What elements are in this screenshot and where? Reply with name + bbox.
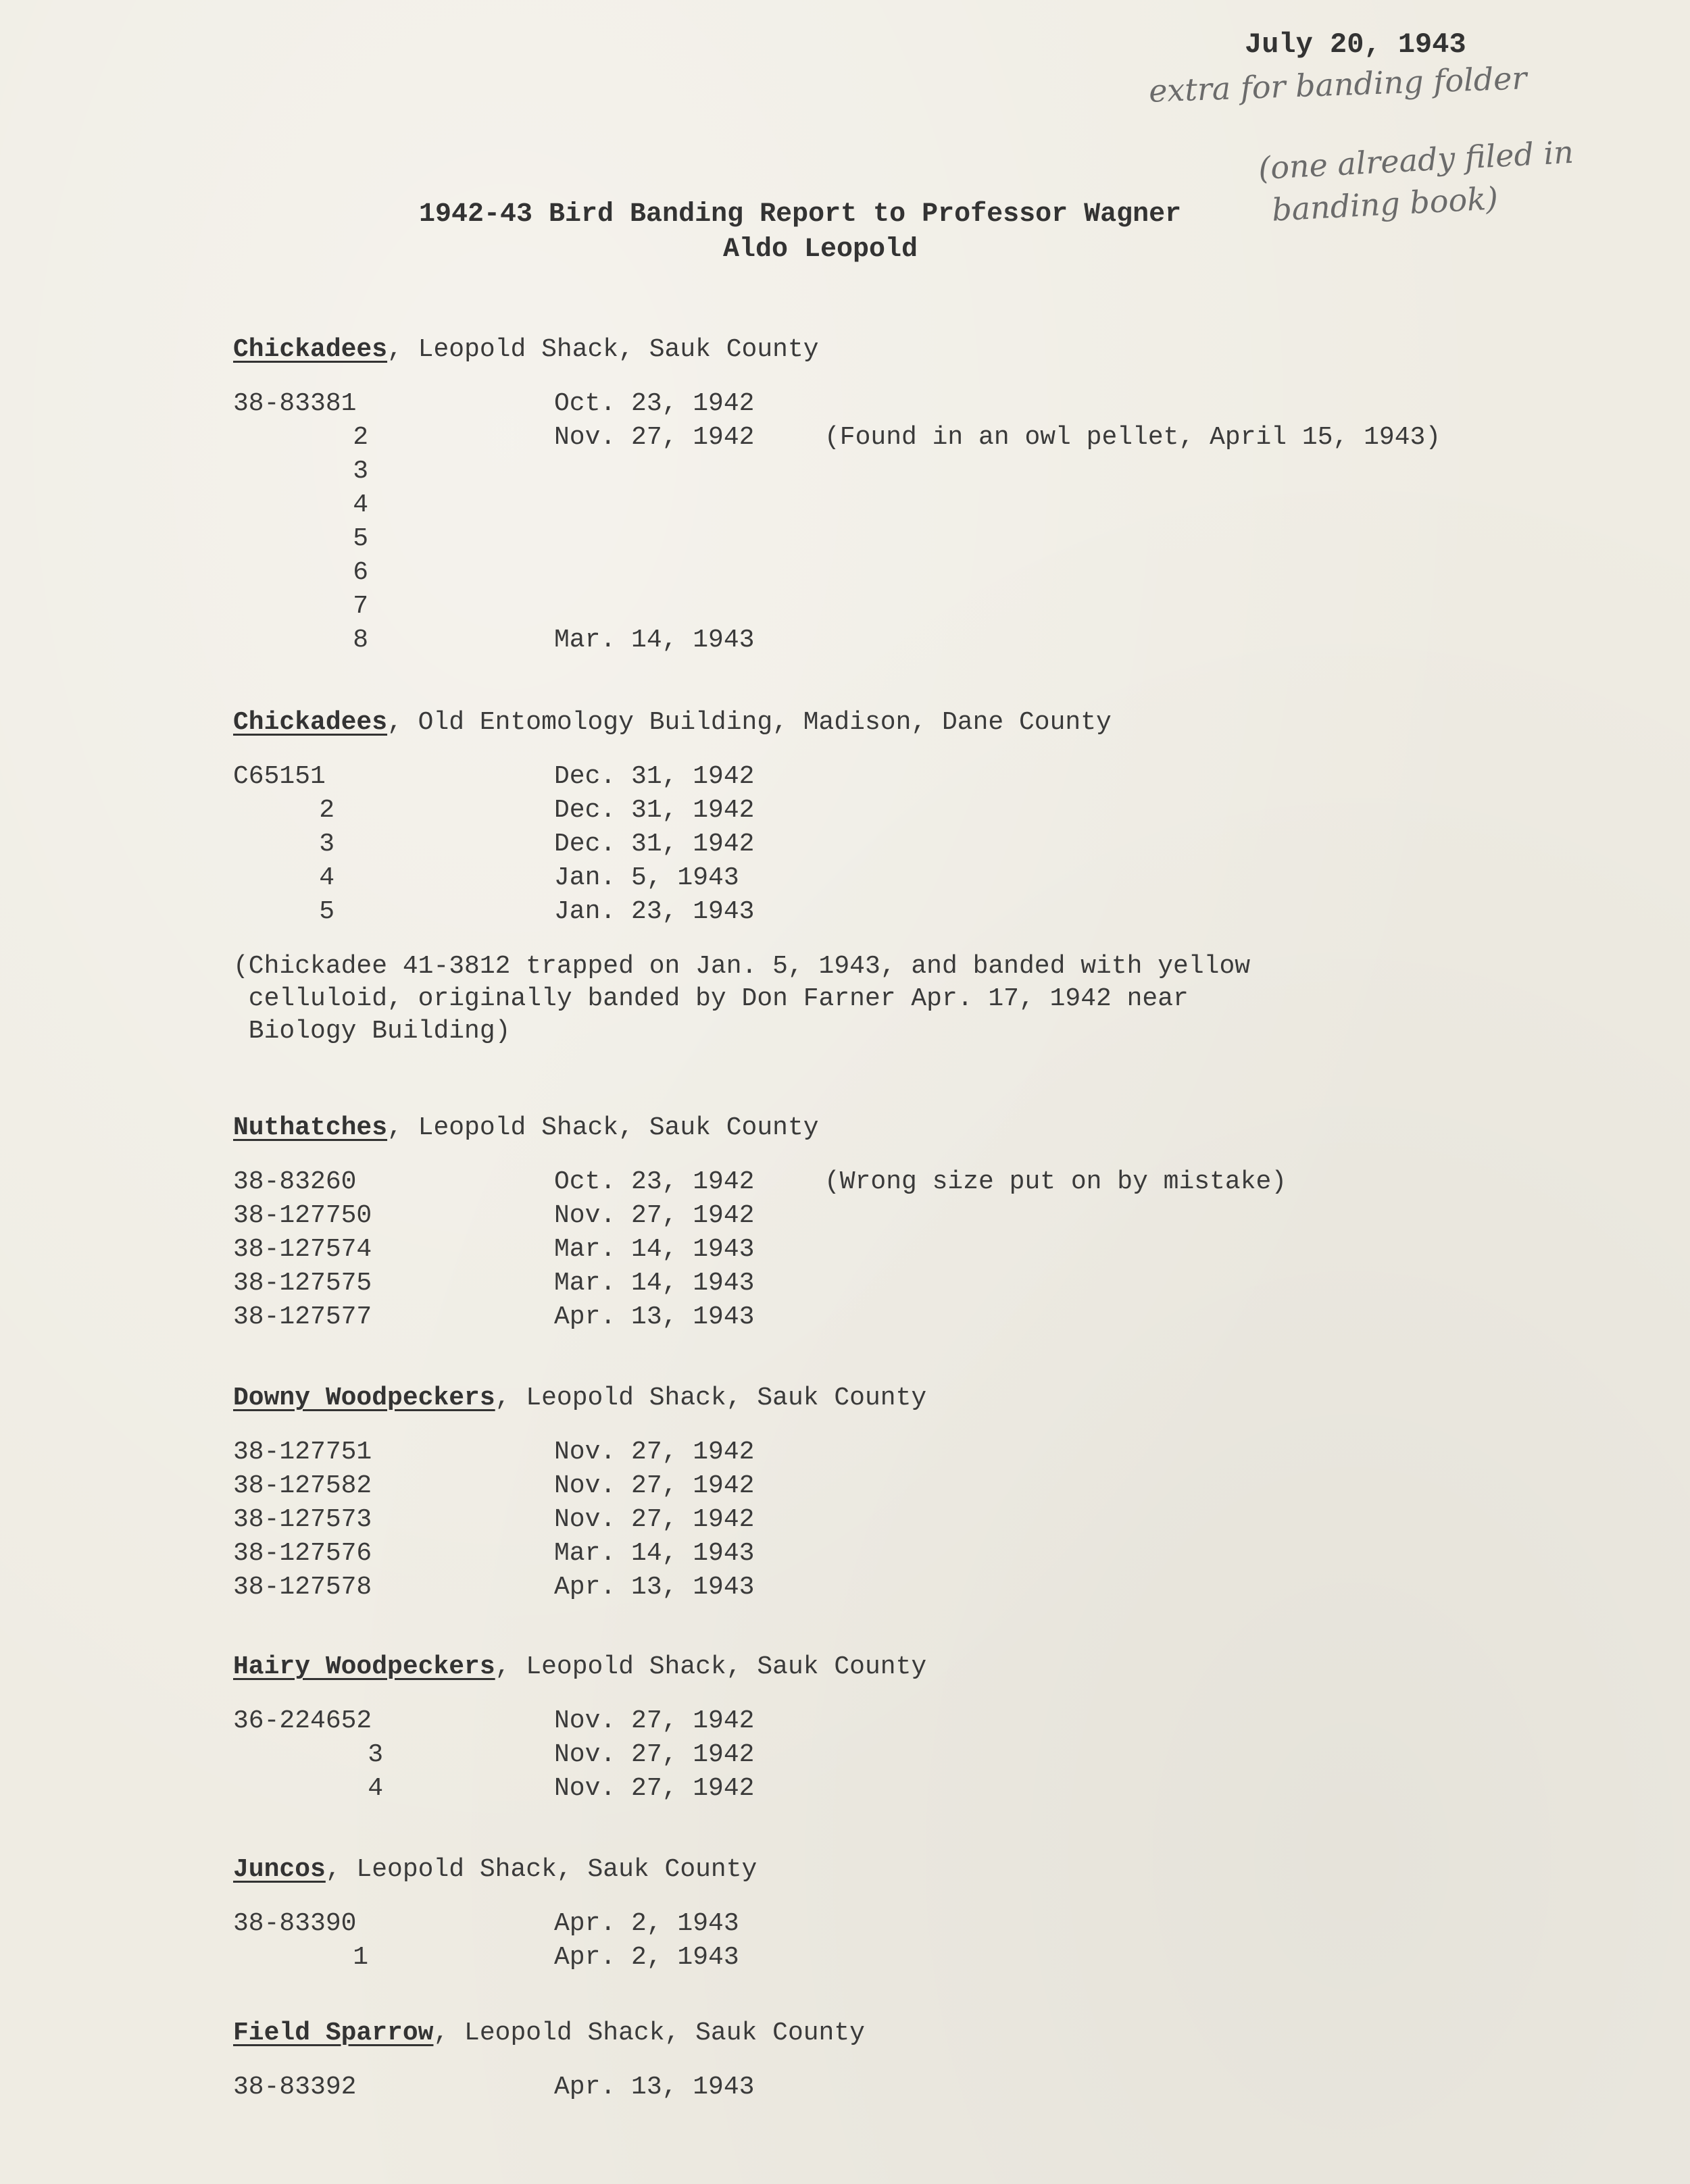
table-row [233,1941,1585,1975]
band-number: 38-127574 [233,1235,372,1264]
section-chickadees-leopold-shack [233,333,1585,657]
banding-rows [233,1165,1585,1334]
band-date: Nov. 27, 1942 [554,1505,755,1534]
band-number: 38-127578 [233,1573,372,1602]
band-date: Apr. 2, 1943 [554,1943,739,1972]
banding-rows [233,1436,1585,1604]
band-date: Oct. 23, 1942 [554,389,755,418]
band-date: Nov. 27, 1942 [554,1740,755,1769]
band-number: 5 [319,897,334,926]
section-chickadees-old-entomology [233,706,1585,1048]
table-row [233,1704,1585,1738]
handwritten-note-line-3: banding book) [1270,180,1499,228]
table-row [233,1907,1585,1941]
species-name: Hairy Woodpeckers [233,1652,495,1681]
band-number: 5 [353,524,368,553]
band-note: (Wrong size put on by mistake) [824,1167,1287,1196]
band-number: 1 [353,1943,368,1972]
band-date: Dec. 31, 1942 [554,830,755,859]
species-name: Downy Woodpeckers [233,1383,495,1413]
band-number: 3 [319,830,334,859]
table-row [233,760,1585,794]
band-date: Jan. 23, 1943 [554,897,755,926]
table-row [233,1267,1585,1300]
table-row [233,522,1585,556]
table-row [233,455,1585,488]
section-heading [233,1111,1585,1145]
banding-rows [233,2071,1585,2104]
banding-rows [233,760,1585,929]
species-name: Chickadees [233,335,388,364]
section-heading [233,333,1585,367]
table-row [233,861,1585,895]
banding-rows [233,1704,1585,1806]
section-heading [233,1853,1585,1887]
table-row [233,1537,1585,1571]
species-name: Field Sparrow [233,2018,434,2048]
band-number: 2 [353,423,368,452]
section-hairy-woodpeckers [233,1650,1585,1806]
band-number: 38-127750 [233,1201,372,1230]
location-text: , Leopold Shack, Sauk County [495,1383,927,1413]
table-row [233,1738,1585,1772]
band-date: Nov. 27, 1942 [554,1438,755,1467]
banding-rows [233,387,1585,657]
report-title: 1942-43 Bird Banding Report to Professor Wagner [419,199,1182,230]
location-text: , Old Entomology Building, Madison, Dane County [387,708,1112,737]
band-number: 38-83392 [233,2073,357,2102]
table-row [233,1772,1585,1806]
band-date: Mar. 14, 1943 [554,1235,755,1264]
band-number: 38-127575 [233,1269,372,1298]
band-date: Nov. 27, 1942 [554,1774,755,1803]
table-row [233,1165,1585,1199]
table-row [233,1199,1585,1233]
location-text: , Leopold Shack, Sauk County [495,1652,927,1681]
table-row [233,1233,1585,1267]
table-row [233,488,1585,522]
table-row [233,590,1585,624]
handwritten-note-line-2: (one already filed in [1257,133,1575,187]
section-downy-woodpeckers [233,1381,1585,1604]
section-juncos [233,1853,1585,1975]
table-row [233,624,1585,657]
band-number: 36-224652 [233,1706,372,1735]
band-number: 38-127751 [233,1438,372,1467]
band-date: Nov. 27, 1942 [554,1706,755,1735]
table-row [233,421,1585,455]
band-number: 4 [319,863,334,892]
band-number: 7 [353,592,368,621]
table-row [233,1503,1585,1537]
band-date: Dec. 31, 1942 [554,762,755,791]
band-date: Apr. 2, 1943 [554,1909,739,1938]
table-row [233,794,1585,828]
band-date: Nov. 27, 1942 [554,1471,755,1500]
species-name: Chickadees [233,708,388,737]
band-date: Mar. 14, 1943 [554,626,755,655]
handwritten-note-line-1: extra for banding folder [1148,59,1528,109]
band-date: Nov. 27, 1942 [554,1201,755,1230]
section-field-sparrow [233,2016,1585,2104]
table-row [233,1300,1585,1334]
band-number: 38-83260 [233,1167,357,1196]
band-number: 38-127582 [233,1471,372,1500]
table-row [233,1469,1585,1503]
table-row [233,2071,1585,2104]
report-author: Aldo Leopold [723,234,918,265]
location-text: , Leopold Shack, Sauk County [387,1113,819,1142]
band-number: 38-83390 [233,1909,357,1938]
band-number: 38-83381 [233,389,357,418]
band-number: 38-127576 [233,1539,372,1568]
band-number: 6 [353,558,368,587]
band-number: 3 [368,1740,383,1769]
band-date: Apr. 13, 1943 [554,1573,755,1602]
band-date: Apr. 13, 1943 [554,1302,755,1331]
band-date: Jan. 5, 1943 [554,863,739,892]
table-row [233,895,1585,929]
section-heading [233,1650,1585,1684]
location-text: , Leopold Shack, Sauk County [325,1855,757,1884]
table-row [233,1571,1585,1604]
band-date: Oct. 23, 1942 [554,1167,755,1196]
band-number: 2 [319,796,334,825]
band-number: 38-127573 [233,1505,372,1534]
band-number: 4 [368,1774,383,1803]
band-date: Apr. 13, 1943 [554,2073,755,2102]
band-date: Mar. 14, 1943 [554,1539,755,1568]
section-heading [233,706,1585,740]
band-number: 4 [353,490,368,519]
band-date: Mar. 14, 1943 [554,1269,755,1298]
table-row [233,387,1585,421]
species-name: Juncos [233,1855,326,1884]
banding-rows [233,1907,1585,1975]
band-number: 3 [353,457,368,486]
band-date: Dec. 31, 1942 [554,796,755,825]
table-row [233,828,1585,861]
document-date: July 20, 1943 [1245,28,1466,61]
band-date: Nov. 27, 1942 [554,423,755,452]
species-name: Nuthatches [233,1113,388,1142]
location-text: , Leopold Shack, Sauk County [433,2018,865,2048]
band-number: 8 [353,626,368,655]
table-row [233,556,1585,590]
location-text: , Leopold Shack, Sauk County [387,335,819,364]
band-note: (Found in an owl pellet, April 15, 1943) [824,423,1441,452]
section-heading [233,1381,1585,1415]
band-number: C65151 [233,762,326,791]
band-number: 38-127577 [233,1302,372,1331]
section-nuthatches [233,1111,1585,1334]
table-row [233,1436,1585,1469]
chickadee-recapture-note: (Chickadee 41-3812 trapped on Jan. 5, 1943, and banded with yellow celluloid, originally banded by Don Farner Apr. 17, 1942 near Biology Building) [233,952,1251,1046]
section-heading [233,2016,1585,2050]
